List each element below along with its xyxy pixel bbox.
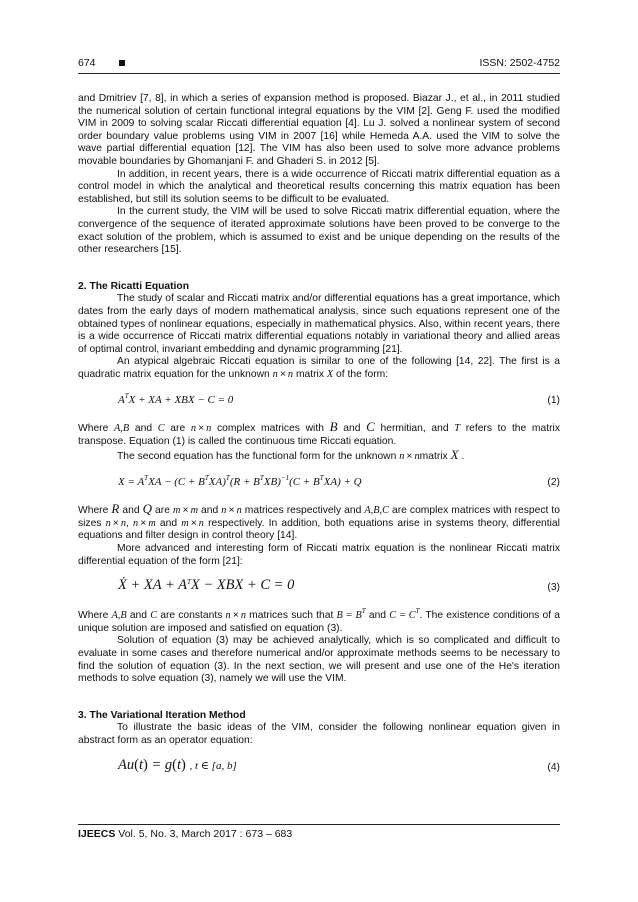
section-heading: 2. The Ricatti Equation — [78, 280, 189, 292]
main-text — [78, 93, 560, 780]
paragraph: The second equation has the functional form for the unknown n × nmatrix X . — [117, 446, 465, 462]
section-heading: 3. The Variational Iteration Method — [78, 709, 246, 721]
journal-details: Vol. 5, No. 3, March 2017 : 673 – 683 — [118, 828, 293, 840]
paragraph: Where R and Q are m × m and n × n matrices respectively and A,B,C are complex matrices with respect to sizes n × n, n × m and m × n respectively. In addition, both equations arise in systems theory, differential equations and filter design in control theory [14]. — [78, 501, 560, 542]
equation-2: $X = A^TXA - (C + B^TXA)^T(R + B^TXB)^{-1}(C + B^TXA) + Q$ (2) — [118, 474, 560, 489]
equation-number: (4) — [547, 761, 560, 773]
equation-1: $A^TX$ + XA + XBX − C = 0 (1) — [118, 392, 560, 407]
paragraph: Solution of equation (3) may be achieved analytically, which is so complicated and difficult to evaluate in some cases and therefore numerical and/or approximate methods seems to be necessary to find the solution of equation (3). In the next section, we will present and use one of the He's iteration methods to solve equation (3), namely we will use the VIM. — [78, 635, 560, 685]
equation-4: Au(t) = g(t) , t ∈ [a, b] (4) — [118, 756, 560, 773]
paragraph: and Dmitriev [7, 8], in which a series of expansion method is proposed. Biazar J., et al., in 2011 studied the numerical solution of certain functional integral equations by the VIM [2]. Geng F. used the modified VIM in 2009 to solving scalar Riccati differential equation [4]. Lu J. solved a nonlinear system of second order boundary value problems using VIM in 2007 [16] while Hemeda A.A. used the VIM to solve the wave partial differential equation [12]. The VIM has also been used to solve more advance problems movable boundaries by Ghomanjani F. and Ghaderi S. in 2012 [5]. — [78, 93, 560, 167]
header-rule — [78, 73, 560, 74]
journal-name: IJEECS — [78, 828, 116, 840]
paragraph: In addition, in recent years, there is a wide occurrence of Riccati matrix differential equation as a control model in which the analytical and theoretical results concerning this matrix equation has been established, but still its solution seems to be difficult to be evaluated. — [78, 168, 560, 205]
page-header — [78, 57, 560, 71]
paragraph: To illustrate the basic ideas of the VIM, consider the following nonlinear equation given in abstract form as an operator equation: — [78, 722, 560, 746]
issn-label: ISSN: 2502-4752 — [479, 57, 560, 69]
footer-rule — [78, 824, 560, 825]
equation-3: Ẋ + XA + $A^TX$ − XBX + C = 0 (3) — [118, 577, 560, 594]
equation-number: (3) — [547, 582, 560, 594]
paragraph: Where A,B and C are n × n complex matrices with B and C hermitian, and T refers to the matrix transpose. Equation (1) is called the continuous time Riccati equation. — [78, 419, 560, 448]
paragraph: The study of scalar and Riccati matrix and/or differential equations has a great importance, which dates from the early days of modern mathematical analysis, since such equations represent one of the obtained types of nonlinear equations, especially in mathematical physics. Also, within recent years, there is a wide occurrence of Riccati matrix differential equations notably in variational theory and allied areas of optimal control, invariant embedding and dynamic programming [21]. — [78, 293, 560, 355]
equation-number: (1) — [547, 395, 560, 407]
paragraph: Where A,B and C are constants n × n matrices such that $B = B^T$ and $C = C^T$. The existence conditions of a unique solution are imposed and satisfied on equation (3). — [78, 607, 560, 634]
paragraph: An atypical algebraic Riccati equation is similar to one of the following [14, 22]. The first is a quadratic matrix equation for the unknown n × n matrix X of the form: — [78, 356, 560, 380]
page-number: 674 — [78, 57, 96, 69]
paragraph: In the current study, the VIM will be used to solve Riccati matrix differential equation, where the convergence of the sequence of iterated approximate solutions have been proved to be converge to the exact solution of the problem, which is assumed to exist and be unique depending on the results of the other researchers [15]. — [78, 206, 560, 256]
paragraph: More advanced and interesting form of Riccati matrix equation is the nonlinear Riccati matrix differential equation of the form [21]: — [78, 543, 560, 567]
equation-number: (2) — [547, 477, 560, 489]
square-bullet-icon — [119, 60, 125, 66]
page-footer — [78, 828, 292, 840]
